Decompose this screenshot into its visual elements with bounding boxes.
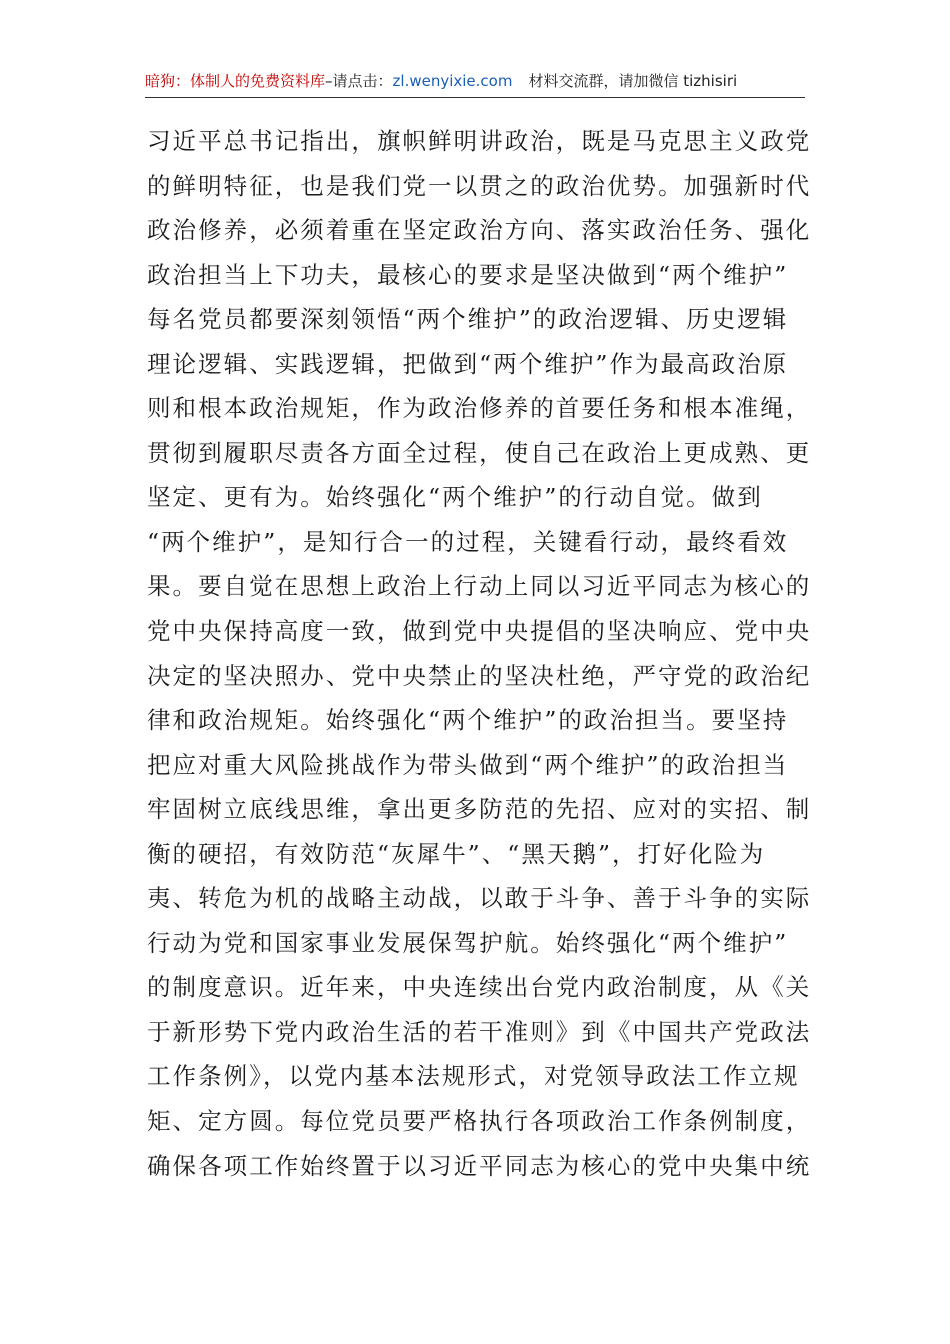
- text-line: 牢固树立底线思维，拿出更多防范的先招、应对的实招、制: [147, 795, 812, 824]
- text-line: 理论逻辑、实践逻辑，把做到“两个维护”作为最高政治原: [147, 349, 789, 378]
- text-line: “两个维护”，是知行合一的过程，关键看行动，最终看效: [147, 527, 789, 556]
- text-line: 行动为党和国家事业发展保驾护航。始终强化“两个维护”: [147, 928, 789, 957]
- header-url-link[interactable]: zl.wenyixie.com: [392, 72, 513, 90]
- text-line: 党中央保持高度一致，做到党中央提倡的坚决响应、党中央: [147, 617, 812, 646]
- text-line: 的鲜明特征，也是我们党一以贯之的政治优势。加强新时代: [147, 171, 812, 200]
- text-line: 习近平总书记指出，旗帜鲜明讲政治，既是马克思主义政党: [147, 127, 812, 155]
- text-line: 于新形势下党内政治生活的若干准则》到《中国共产党政法: [147, 1017, 812, 1046]
- text-line: 衡的硬招，有效防范“灰犀牛”、“黑天鹅”，打好化险为: [147, 839, 766, 868]
- text-line: 坚定、更有为。始终强化“两个维护”的行动自觉。做到: [147, 483, 763, 512]
- body-paragraph: [147, 119, 812, 1188]
- text-line: 政治修养，必须着重在坚定政治方向、落实政治任务、强化: [147, 216, 812, 245]
- text-line: 政治担当上下功夫，最核心的要求是坚决做到“两个维护”: [147, 260, 789, 289]
- text-line: 矩、定方圆。每位党员要严格执行各项政治工作条例制度，: [147, 1107, 812, 1136]
- text-line: 确保各项工作始终置于以习近平同志为核心的党中央集中统: [147, 1151, 812, 1180]
- header-brand: 暗狗：体制人的免费资料库: [145, 72, 326, 90]
- text-line: 果。要自觉在思想上政治上行动上同以习近平同志为核心的: [147, 572, 812, 601]
- text-line: 贯彻到履职尽责各方面全过程，使自己在政治上更成熟、更: [147, 438, 812, 467]
- header-click-prefix: –请点击：: [325, 72, 393, 90]
- text-line: 的制度意识。近年来，中央连续出台党内政治制度，从《关: [147, 973, 812, 1002]
- page-header: [145, 68, 805, 94]
- text-line: 决定的坚决照办、党中央禁止的坚决杜绝，严守党的政治纪: [147, 661, 812, 690]
- text-line: 把应对重大风险挑战作为带头做到“两个维护”的政治担当: [147, 750, 789, 779]
- header-divider: [145, 97, 805, 98]
- header-contact: 材料交流群，请加微信 tizhisiri: [528, 72, 738, 90]
- text-line: 工作条例》，以党内基本法规形式，对党领导政法工作立规: [147, 1062, 800, 1091]
- text-line: 则和根本政治规矩，作为政治修养的首要任务和根本准绳，: [147, 394, 812, 423]
- text-line: 律和政治规矩。始终强化“两个维护”的政治担当。要坚持: [147, 706, 789, 735]
- text-line: 每名党员都要深刻领悟“两个维护”的政治逻辑、历史逻辑: [147, 305, 789, 334]
- text-line: 夷、转危为机的战略主动战，以敢于斗争、善于斗争的实际: [147, 884, 812, 913]
